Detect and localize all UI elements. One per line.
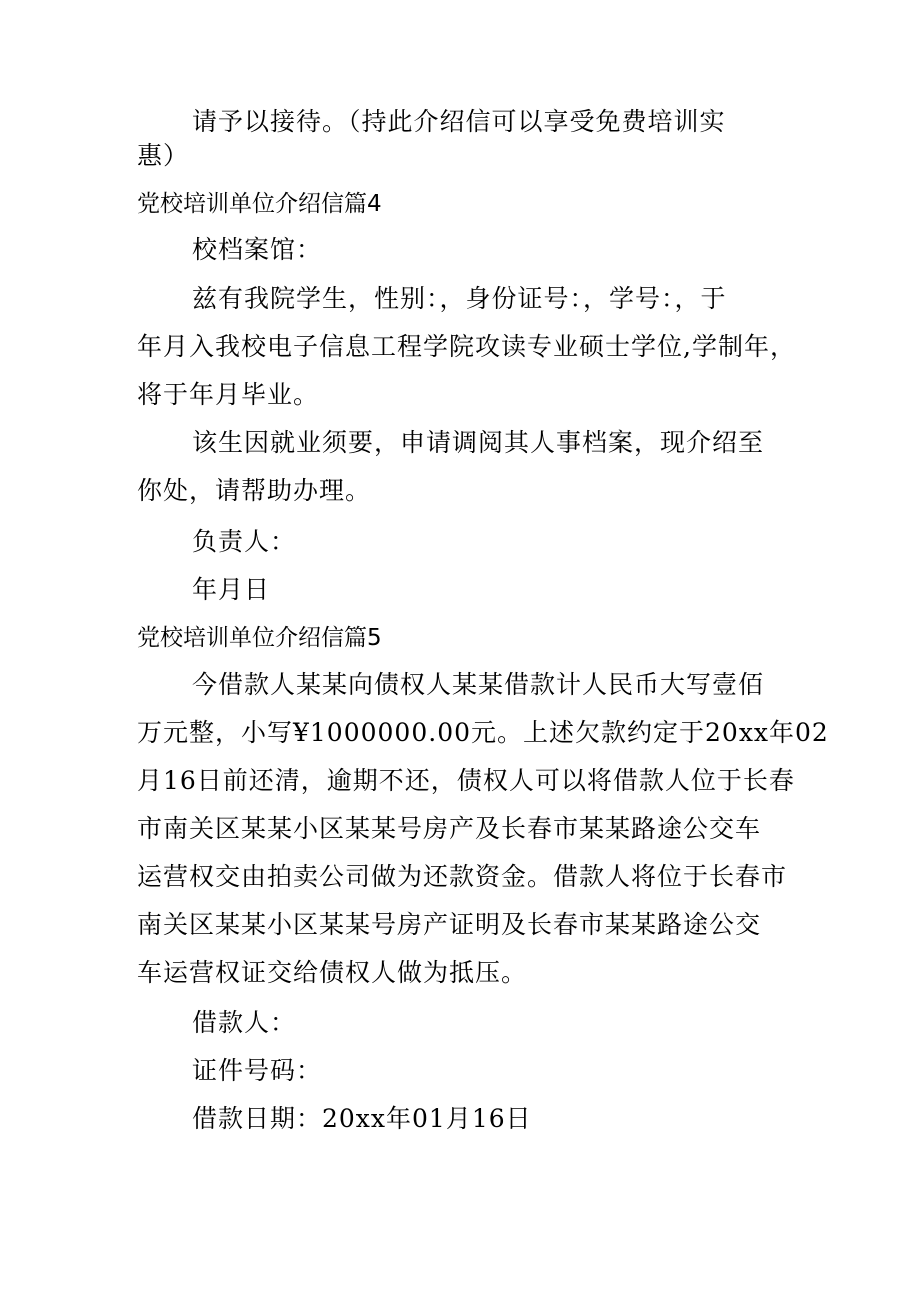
borrower-signature-line: 借款人：: [192, 1008, 297, 1037]
paragraph-line: 你处，请帮助办理。: [137, 476, 372, 505]
id-number-line: 证件号码：: [192, 1056, 323, 1085]
paragraph-line: 万元整，小写¥1000000.00元。上述欠款约定于20xx年02: [137, 718, 829, 747]
paragraph-line: 市南关区某某小区某某号房产及长春市某某路途公交车: [137, 814, 762, 843]
paragraph-line: 月16日前还清，逾期不还，债权人可以将借款人位于长春: [137, 766, 795, 795]
paragraph-line: 请予以接待。（持此介绍信可以享受免费培训实: [192, 107, 726, 136]
salutation: 校档案馆：: [192, 235, 323, 264]
paragraph-line: 今借款人某某向债权人某某借款计人民币大写壹佰: [192, 670, 765, 699]
date-line: 年月日: [192, 575, 271, 604]
loan-date-line: 借款日期：20xx年01月16日: [192, 1104, 532, 1133]
signature-responsible-person: 负责人：: [192, 527, 297, 556]
paragraph-line: 车运营权证交给债权人做为抵压。: [137, 958, 528, 987]
paragraph-line: 将于年月毕业。: [137, 380, 320, 409]
section-heading: 党校培训单位介绍信篇5: [137, 625, 382, 651]
paragraph-line: 运营权交由拍卖公司做为还款资金。借款人将位于长春市: [137, 862, 788, 891]
section-heading: 党校培训单位介绍信篇4: [137, 191, 382, 217]
paragraph-line: 年月入我校电子信息工程学院攻读专业硕士学位,学制年，: [137, 332, 796, 361]
paragraph-line: 兹有我院学生，性别：，身份证号：，学号：，于: [192, 284, 727, 313]
paragraph-line: 该生因就业须要，申请调阅其人事档案，现介绍至: [192, 428, 765, 457]
paragraph-line: 南关区某某小区某某号房产证明及长春市某某路途公交: [137, 910, 762, 939]
paragraph-line: 惠）: [137, 141, 190, 170]
